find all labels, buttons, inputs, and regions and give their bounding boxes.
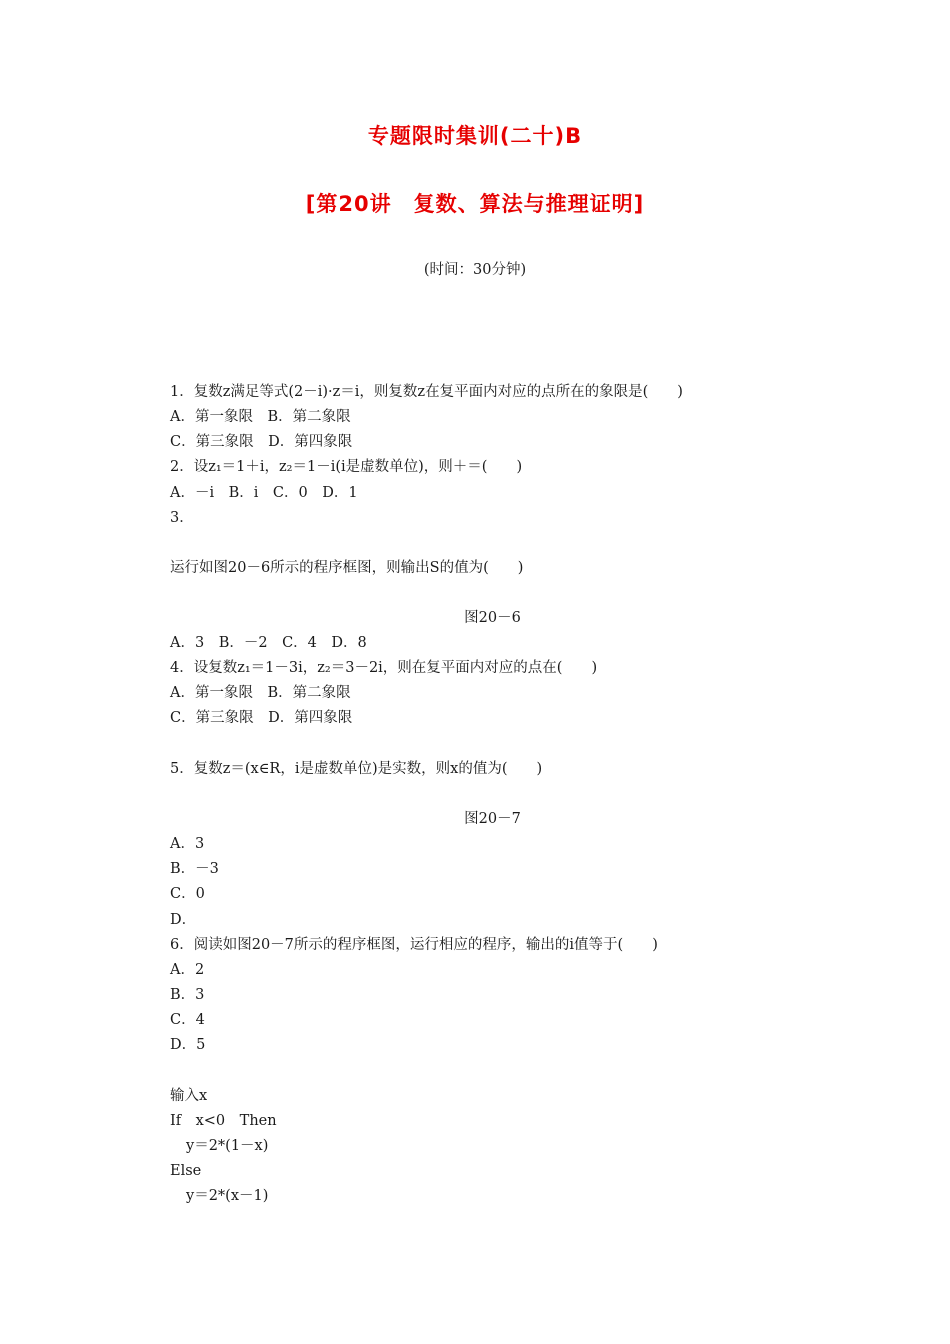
q1-options-cd: C．第三象限 D．第四象限	[170, 434, 353, 450]
question-5: 5．复数z＝(x∈R，i是虚数单位)是实数，则x的值为( )	[170, 761, 543, 777]
question-6: 6．阅读如图20－7所示的程序框图，运行相应的程序，输出的i值等于( )	[170, 937, 658, 953]
figure-caption-20-6: 图20－6	[464, 610, 521, 626]
program-else-branch: y＝2*(x－1)	[186, 1188, 269, 1204]
question-4: 4．设复数z₁＝1－3i，z₂＝3－2i，则在复平面内对应的点在( )	[170, 660, 598, 676]
q2-options: A．－i B．i C．0 D．1	[170, 485, 358, 501]
program-then-branch: y＝2*(1－x)	[186, 1138, 269, 1154]
q6-option-c: C．4	[170, 1012, 205, 1028]
q5-option-c: C．0	[170, 886, 205, 902]
q4-options-ab: A．第一象限 B．第二象限	[170, 685, 351, 701]
q4-options-cd: C．第三象限 D．第四象限	[170, 710, 353, 726]
q6-option-d: D．5	[170, 1037, 206, 1053]
q5-option-d: D．	[170, 912, 197, 928]
document-title: 专题限时集训(二十)B	[367, 124, 583, 148]
lecture-subtitle: [第20讲 复数、算法与推理证明]	[305, 192, 645, 216]
program-input: 输入x	[170, 1088, 208, 1104]
question-3-number: 3．	[170, 510, 194, 526]
q3-options: A．3 B．－2 C．4 D．8	[170, 635, 367, 651]
program-else: Else	[170, 1163, 202, 1179]
q6-option-a: A．2	[170, 962, 205, 978]
q1-options-ab: A．第一象限 B．第二象限	[170, 409, 351, 425]
figure-caption-20-7: 图20－7	[464, 811, 521, 827]
q5-option-a: A．3	[170, 836, 205, 852]
q6-option-b: B．3	[170, 987, 205, 1003]
program-if: If x<0 Then	[170, 1113, 277, 1129]
question-2: 2．设z₁＝1＋i，z₂＝1－i(i是虚数单位)，则＋＝( )	[170, 459, 523, 475]
question-1: 1．复数z满足等式(2－i)·z＝i，则复数z在复平面内对应的点所在的象限是( )	[170, 384, 683, 400]
question-3: 运行如图20－6所示的程序框图，则输出S的值为( )	[170, 560, 524, 576]
time-limit: (时间：30分钟)	[423, 262, 527, 278]
q5-option-b: B．－3	[170, 861, 219, 877]
